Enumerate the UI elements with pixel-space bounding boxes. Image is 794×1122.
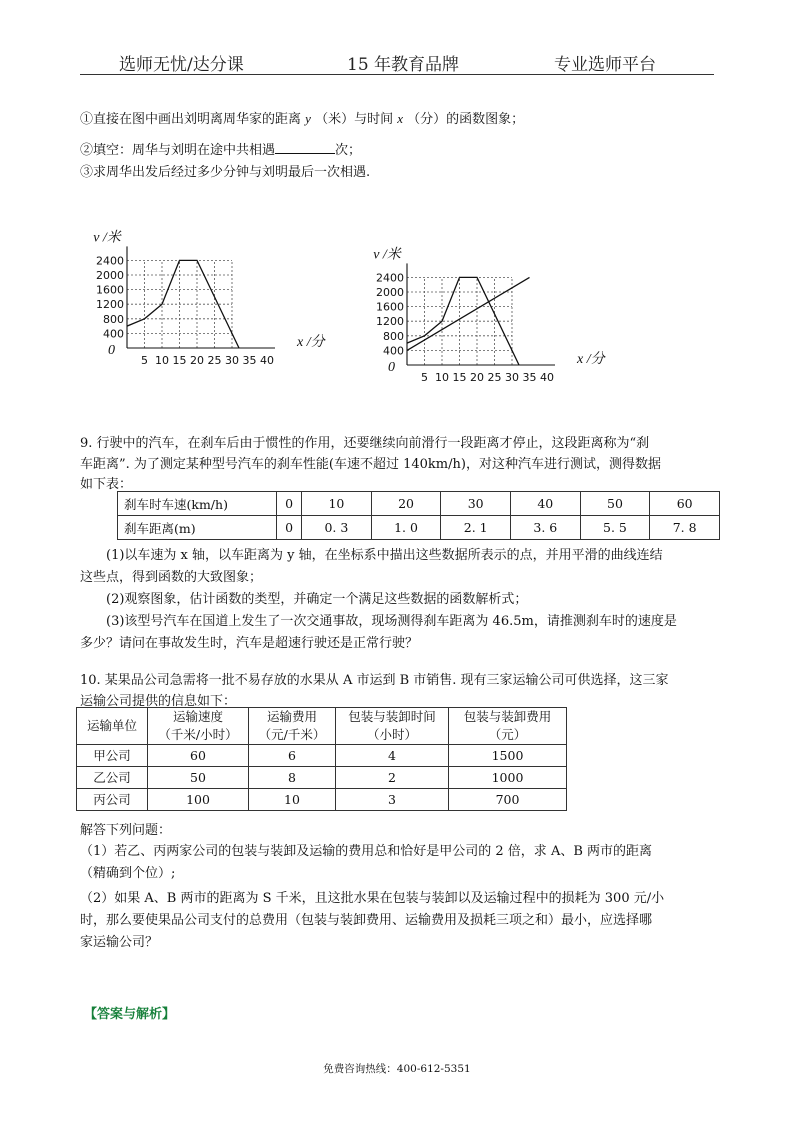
footer-hotline: 免费咨询热线：400-612-5351 (323, 1063, 471, 1075)
y-tick-label: 2400 (376, 271, 404, 285)
table-cell: 1500 (449, 745, 567, 767)
y-tick-label: 800 (103, 312, 124, 326)
table-cell: 3 (336, 789, 449, 811)
q9-sub2: (2)观察图象，估计函数的类型，并确定一个满足这些数据的函数解析式； (106, 592, 528, 607)
q10-stem-line1: 10. 某果品公司急需将一批不易存放的水果从 A 市运到 B 市销售. 现有三家运输公司可供选择，这三家 (80, 673, 669, 688)
x-tick-label: 30 (505, 371, 519, 384)
y-tick-label: 1600 (96, 283, 124, 297)
q9-sub3-line2: 多少？请问在事故发生时，汽车是超速行驶还是正常行驶？ (80, 636, 419, 651)
y-tick-label: 2400 (96, 254, 124, 268)
table-cell: 5. 5 (580, 516, 650, 540)
table-cell: 2. 1 (441, 516, 511, 540)
header-divider (80, 74, 714, 75)
q10-sub1-line1: （1）若乙、丙两家公司的包装与装卸及运输的费用总和恰好是甲公司的 2 倍，求 A、B 两市的距离 (80, 844, 653, 859)
header-left-brand: 选师无忧/达分课 (119, 55, 244, 75)
x-tick-label: 20 (190, 354, 204, 367)
x-tick-label: 35 (522, 371, 537, 384)
table-row (77, 767, 567, 789)
table-cell: 0. 3 (302, 516, 372, 540)
q9-stem-line3: 如下表： (80, 477, 133, 492)
table-cell: 20 (371, 492, 441, 516)
x-tick-label: 30 (225, 354, 239, 367)
table-cell: 50 (580, 492, 650, 516)
header-pack-cost: 包装与装卸费用 （元） (449, 708, 567, 745)
y-axis-label: v /米 (373, 247, 401, 263)
table-cell: 0 (277, 516, 302, 540)
table-cell: 100 (148, 789, 249, 811)
x-tick-label: 10 (155, 354, 169, 367)
y-tick-label: 400 (103, 327, 124, 341)
q9-sub1-line2: 这些点，得到函数的大致图象； (80, 570, 263, 585)
table-cell: 4 (336, 745, 449, 767)
y-tick-label: 1200 (96, 298, 124, 312)
table-cell: 700 (449, 789, 567, 811)
q10-sub1-line2: （精确到个位）; (80, 866, 176, 881)
q8-part2: ②填空：周华与刘明在途中共相遇 次； (80, 143, 362, 158)
x-tick-label: 15 (452, 371, 467, 384)
braking-table (117, 491, 720, 540)
x-tick-label: 40 (260, 354, 274, 367)
table-row (118, 492, 720, 516)
x-tick-label: 10 (435, 371, 449, 384)
table-cell: 甲公司 (77, 745, 148, 767)
q9-stem-line1: 9. 行驶中的汽车，在刹车后由于惯性的作用，还要继续向前滑行一段距离才停止，这段距离称为“刹 (80, 436, 650, 451)
table-cell: 10 (302, 492, 372, 516)
graph-right (360, 232, 620, 392)
origin-label: 0 (108, 343, 115, 358)
y-axis-label: v /米 (93, 230, 121, 246)
transport-table (76, 707, 567, 811)
q9-stem-line2: 车距离”. 为了测定某种型号汽车的刹车性能(车速不超过 140km/h)，对这种汽车进行测试，测得数据 (80, 457, 661, 472)
answer-heading: 【答案与解析】 (84, 1007, 176, 1022)
x-tick-label: 25 (487, 371, 502, 384)
header-cost: 运输费用 （元/千米） (249, 708, 336, 745)
header-unit: 运输单位 (77, 708, 148, 745)
table-cell: 6 (249, 745, 336, 767)
q9-sub1-line1: (1)以车速为 x 轴，以车距离为 y 轴，在坐标系中描出这些数据所表示的点，并用平滑的曲线连结 (106, 548, 663, 563)
table-row (77, 745, 567, 767)
table-cell: 8 (249, 767, 336, 789)
row-label-distance: 刹车距离(m) (118, 516, 277, 540)
table-cell: 丙公司 (77, 789, 148, 811)
table-cell: 40 (511, 492, 581, 516)
y-tick-label: 2000 (96, 269, 124, 282)
origin-label: 0 (388, 360, 395, 375)
x-axis-label: x /分 (297, 335, 325, 350)
table-row (77, 789, 567, 811)
table-row (118, 516, 720, 540)
header-pack-time: 包装与装卸时间 （小时） (336, 708, 449, 745)
x-tick-label: 25 (207, 354, 222, 367)
q10-sub2-line2: 时，那么要使果品公司支付的总费用（包装与装卸费用、运输费用及损耗三项之和）最小，应选择哪 (80, 913, 653, 928)
series-line (407, 277, 530, 350)
x-tick-label: 35 (242, 354, 257, 367)
header-right-slogan: 专业选师平台 (554, 55, 656, 75)
q8-part3: ③求周华出发后经过多少分钟与刘明最后一次相遇. (80, 165, 371, 180)
table-cell: 10 (249, 789, 336, 811)
table-header-row (77, 708, 567, 745)
y-tick-label: 800 (383, 329, 404, 343)
q9-sub3-line1: (3)该型号汽车在国道上发生了一次交通事故，现场测得刹车距离为 46.5m，请推测刹车时的速度是 (106, 614, 677, 629)
table-cell: 乙公司 (77, 767, 148, 789)
table-cell: 7. 8 (650, 516, 720, 540)
header-center-slogan: 15 年教育品牌 (347, 55, 460, 75)
y-tick-label: 400 (383, 344, 404, 358)
q10-sub2-line1: （2）如果 A、B 两市的距离为 S 千米，且这批水果在包装与装卸以及运输过程中的损耗为 300 元/小 (80, 891, 665, 906)
x-tick-label: 5 (141, 354, 148, 367)
q10-sub2-line3: 家运输公司？ (80, 935, 159, 950)
q8-part1: ①直接在图中画出刘明离周华家的距离 y （米）与时间 x （分）的函数图象； (80, 111, 525, 127)
table-cell: 60 (650, 492, 720, 516)
x-tick-label: 40 (540, 371, 554, 384)
q10-stem-line2: 运输公司提供的信息如下： (80, 694, 237, 709)
table-cell: 1000 (449, 767, 567, 789)
x-tick-label: 15 (172, 354, 187, 367)
table-cell: 3. 6 (511, 516, 581, 540)
answer-blank[interactable] (275, 141, 335, 154)
table-cell: 2 (336, 767, 449, 789)
x-tick-label: 5 (421, 371, 428, 384)
x-axis-label: x /分 (577, 352, 605, 367)
y-tick-label: 1600 (376, 300, 404, 314)
table-cell: 60 (148, 745, 249, 767)
y-tick-label: 2000 (376, 286, 404, 299)
table-cell: 30 (441, 492, 511, 516)
table-cell: 0 (277, 492, 302, 516)
y-tick-label: 1200 (376, 315, 404, 329)
row-label-speed: 刹车时车速(km/h) (118, 492, 277, 516)
table-cell: 1. 0 (371, 516, 441, 540)
q10-answer-prompt: 解答下列问题： (80, 823, 172, 838)
x-tick-label: 20 (470, 371, 484, 384)
header-speed: 运输速度 （千米/小时） (148, 708, 249, 745)
graph-left (80, 215, 340, 375)
table-cell: 50 (148, 767, 249, 789)
